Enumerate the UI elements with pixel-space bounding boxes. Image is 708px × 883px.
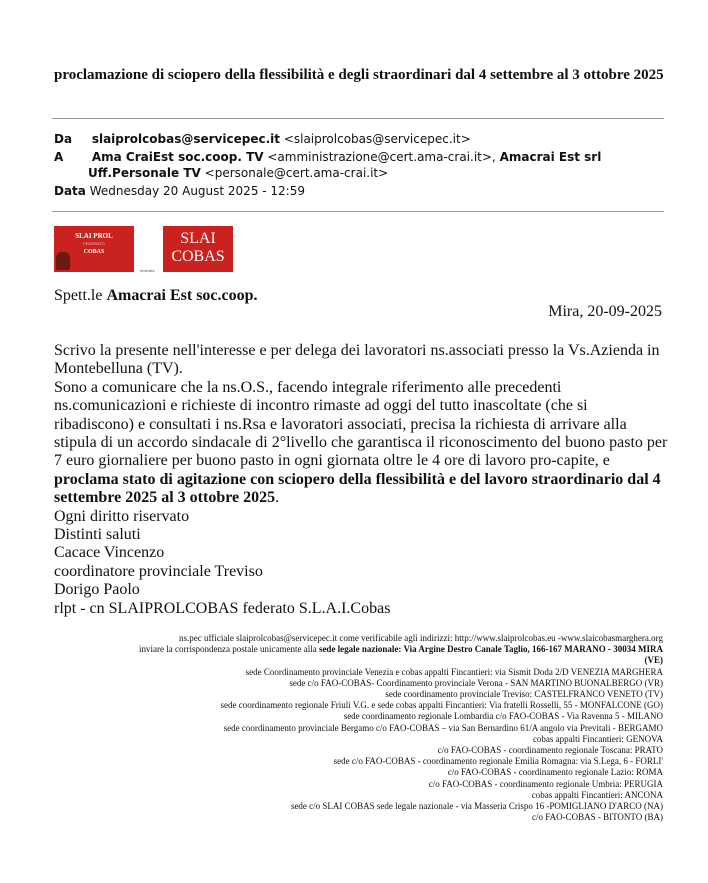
footer-line: c/o FAO-COBAS - coordinamento regionale Lazio: ROMA xyxy=(447,767,663,778)
greeting-prefix: Spett.le xyxy=(54,287,107,304)
footer-line: c/o FAO-COBAS - BITONTO (BA) xyxy=(531,812,663,823)
signatory-1-name: Cacace Vincenzo xyxy=(54,544,165,562)
logo-left-line1: SLAI PROL xyxy=(75,232,113,240)
logo-left-line3: COBAS xyxy=(83,249,105,255)
paragraph-main-text: Sono a comunicare che la ns.O.S., facendo integrale riferimento alle precedenti ns.comunicazioni e richieste di incontro rimaste ad oggi del tutto inascoltate (che si ribadiscono) e consultati i ns.Rsa e lavoratori associati, precisa la richiesta di arrivare alla stipula di un accordo sindacale di 2°livello che garantisca il riconoscimento del buono pasto per 7 euro giornaliere per buono pasto in ogni giornata oltre le 4 ore di lavoro pro-capite, e xyxy=(54,378,668,470)
footer-line: c/o FAO-COBAS - coordinamento regionale Umbria: PERUGIA xyxy=(428,778,663,789)
greeting-recipient: Amacrai Est soc.coop. xyxy=(106,287,258,304)
to-label: A xyxy=(54,150,64,164)
to-name-1[interactable]: Ama CraiEst soc.coop. TV xyxy=(91,150,264,164)
footer-legal-prefix: inviare la corrispondenza postale unicamente alla xyxy=(139,644,319,655)
footer-line: sede c/o FAO-COBAS - coordinamento regionale Emilia Romagna: via S.Lega, 6 - FORLI' xyxy=(333,756,663,767)
logo-left-line2: FEDERATO xyxy=(83,241,105,246)
footer-legal-address: sede legale nazionale: Via Argine Destro Canale Taglio, 166-167 MARANO - 30034 MIRA xyxy=(318,644,663,655)
paragraph-main xyxy=(54,379,669,508)
paragraph-main-bold: proclama stato di agitazione con sciopero della flessibilità e del lavoro straordinario dal 4 settembre 2025 al 3 ottobre 2025 xyxy=(54,470,661,507)
from-name[interactable]: slaiprolcobas@servicepec.it xyxy=(91,132,280,146)
closing-line: Distinti saluti xyxy=(54,526,141,544)
signatory-2-name: Dorigo Paolo xyxy=(54,581,140,599)
email-subject: proclamazione di sciopero della flessibilità e degli straordinari dal 4 settembre al 3 ottobre 2025 xyxy=(54,67,664,83)
signatory-2-role: rlpt - cn SLAIPROLCOBAS federato S.L.A.I.Cobas xyxy=(54,599,391,617)
paragraph-intro: Scrivo la presente nell'interesse e per delega dei lavoratori ns.associati presso la Vs.Azienda in Montebelluna (TV). xyxy=(54,342,660,378)
divider-top xyxy=(52,118,664,119)
footer-line xyxy=(63,655,663,666)
date-value: Wednesday 20 August 2025 - 12:59 xyxy=(89,184,305,198)
to-name-3[interactable]: Uff.Personale TV xyxy=(88,166,201,180)
footer-line: ns.pec ufficiale slaiprolcobas@servicepec.it come verificabile agli indirizzi: http://www.slaiprolcobas.eu -www.slaicobasmarghera.org xyxy=(179,633,663,643)
to-name-2[interactable]: Amacrai Est srl xyxy=(499,150,602,164)
footer-line: cobas appalti Fincantieri: GENOVA xyxy=(532,733,663,744)
header-from-row xyxy=(54,130,471,148)
from-address: <slaiprolcobas@servicepec.it> xyxy=(283,132,471,146)
date-label: Data xyxy=(54,184,86,198)
footer-line: sede Coordinamento provinciale Venezia e cobas appalti Fincantieri: via Sismit Doda 2/D VENEZIA MARGHERA xyxy=(245,666,663,677)
logo-right-line2: COBAS xyxy=(171,248,225,265)
footer-line: sede coordinamento provinciale Bergamo c/o FAO-COBAS – via San Bernardino 61/A angolo via Previtali - BERGAMO xyxy=(223,722,663,733)
letter-greeting xyxy=(54,287,258,305)
footer-line: cobas appalti Fincantieri: ANCONA xyxy=(531,789,663,800)
footer-line: sede coordinamento regionale Lombardia c/o FAO-COBAS - Via Ravenna 5 - MILANO xyxy=(343,711,663,722)
header-date-row xyxy=(54,182,305,200)
signatory-1-role: coordinatore provinciale Treviso xyxy=(54,562,263,580)
footer-line: sede c/o SLAI COBAS sede legale nazionale - via Masseria Crispo 16 -POMIGLIANO D'ARCO (NA) xyxy=(290,801,663,812)
footer-line: sede coordinamento regionale Friuli V.G. e sede cobas appalti Fincantieri: Via fratelli Rosselli, 55 - MONFALCONE (GO) xyxy=(220,700,663,711)
header-to-row-cont xyxy=(88,164,388,182)
logo-right-line1: SLAI xyxy=(180,230,216,247)
logo-separator-text: federato xyxy=(140,268,155,273)
footer-line: c/o FAO-COBAS - coordinamento regionale Toscana: PRATO xyxy=(437,745,663,756)
slai-cobas-logo xyxy=(163,226,233,272)
slai-prol-cobas-logo xyxy=(54,226,134,272)
letter-place-date: Mira, 20-09-2025 xyxy=(548,303,662,320)
divider-bottom xyxy=(52,211,664,212)
footer-line xyxy=(63,644,663,655)
letter-footer xyxy=(63,633,663,823)
paragraph-main-end: . xyxy=(275,489,280,507)
footer-line: sede c/o FAO-COBAS- Coordinamento provinciale Verona - SAN MARTINO BUONALBERGO (VR) xyxy=(289,677,663,688)
footer-legal-province: (VE) xyxy=(644,655,663,666)
footer-line: sede coordinamento provinciale Treviso: CASTELFRANCO VENETO (TV) xyxy=(385,689,663,700)
to-address-3: <personale@cert.ama-crai.it> xyxy=(204,166,389,180)
rights-line: Ogni diritto riservato xyxy=(54,507,190,525)
to-address-1: <amministrazione@cert.ama-crai.it>, xyxy=(267,150,496,164)
from-label: Da xyxy=(54,132,73,146)
letter-body xyxy=(54,342,669,618)
